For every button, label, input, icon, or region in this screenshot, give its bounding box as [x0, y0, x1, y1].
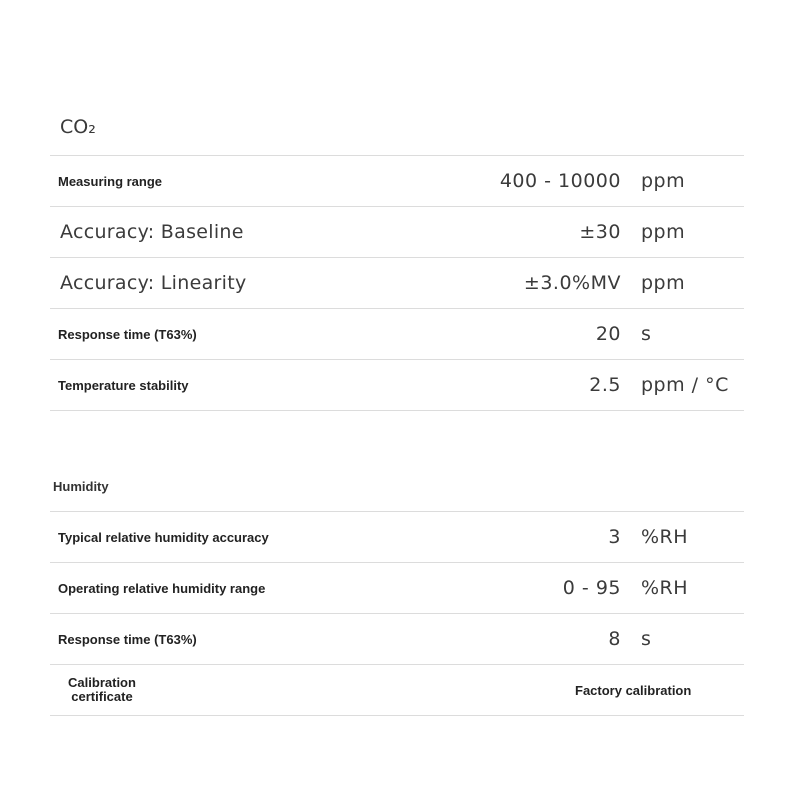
spec-unit: ppm: [641, 221, 686, 243]
spec-value: 0 - 95: [562, 577, 621, 599]
spec-label: Typical relative humidity accuracy: [58, 529, 269, 545]
spec-unit: %RH: [641, 526, 689, 548]
humidity-spec-table: [50, 511, 744, 716]
spec-label: Accuracy: Linearity: [60, 272, 247, 294]
spec-value: ±3.0%MV: [523, 272, 621, 294]
spec-unit: ppm: [641, 170, 686, 192]
table-row-humidity-range: [50, 562, 744, 613]
spec-label: Measuring range: [58, 173, 163, 189]
table-row-measuring-range: [50, 155, 744, 206]
table-row-response-time: [50, 308, 744, 359]
calibration-value: Factory calibration: [575, 682, 692, 698]
table-row-calibration: [50, 664, 744, 716]
co2-spec-table: [50, 155, 744, 411]
spec-value: ±30: [579, 221, 621, 243]
humidity-section-title: Humidity: [53, 479, 109, 494]
table-row-accuracy-linearity: [50, 257, 744, 308]
spec-value: 2.5: [589, 374, 621, 396]
spec-label: Accuracy: Baseline: [60, 221, 244, 243]
spec-label: Operating relative humidity range: [58, 580, 266, 596]
table-row-humidity-response-time: [50, 613, 744, 664]
calibration-label-line1: Calibration: [68, 675, 136, 690]
spec-unit: s: [641, 323, 652, 345]
table-row-humidity-accuracy: [50, 511, 744, 562]
spec-value: 20: [595, 323, 621, 345]
spec-unit: ppm / °C: [641, 374, 729, 396]
spec-label: Response time (T63%): [58, 326, 197, 342]
spec-value: 8: [608, 628, 621, 650]
spec-label: Response time (T63%): [58, 631, 197, 647]
calibration-label-line2: certificate: [71, 689, 133, 704]
calibration-label: [68, 665, 136, 715]
spec-unit: %RH: [641, 577, 689, 599]
co2-section-title: CO₂: [60, 116, 96, 138]
spec-value: 400 - 10000: [499, 170, 621, 192]
table-row-accuracy-baseline: [50, 206, 744, 257]
table-row-temperature-stability: [50, 359, 744, 411]
spec-unit: ppm: [641, 272, 686, 294]
spec-value: 3: [608, 526, 621, 548]
spec-label: Temperature stability: [58, 377, 189, 393]
spec-unit: s: [641, 628, 652, 650]
